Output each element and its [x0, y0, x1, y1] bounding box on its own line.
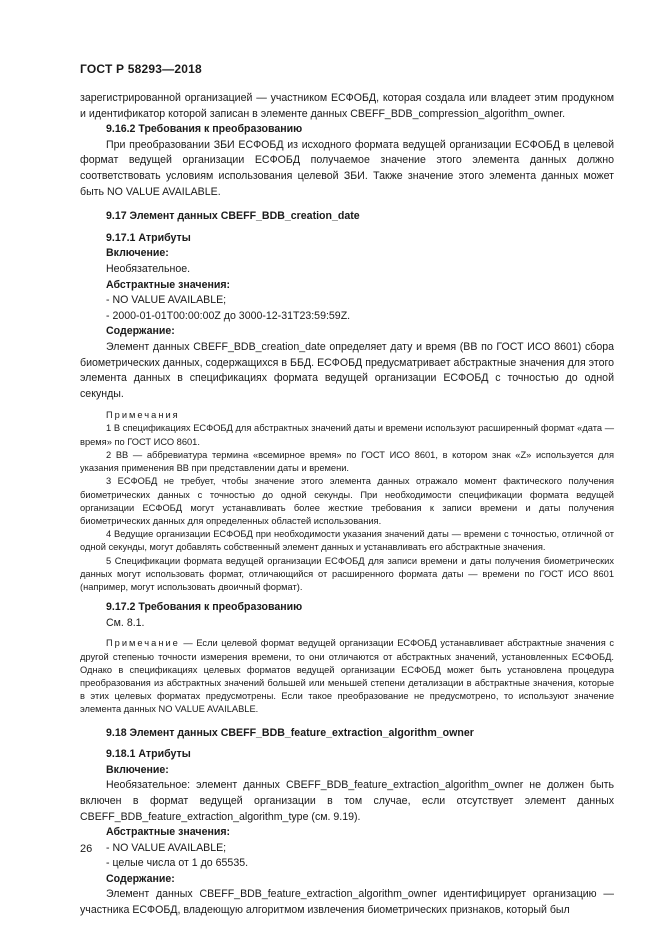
inclusion-value: Необязательное.: [106, 262, 191, 275]
note-item: 1 В спецификациях ЕСФОБД для абстрактных значений даты и времени используют расширенный формат «дата — время» по ГОСТ ИСО 8601.: [80, 423, 614, 447]
note-item: 3 ЕСФОБД не требует, чтобы значение этого элемента данных отражало момент фактического получения биометрических данных с точностью до одной секунды. При необходимости спецификации формата ведущей организации ЕСФОБД могут устанавливать более жесткие требования к записи времени и даты получения биометрических данных для определенных областей использования.: [80, 476, 614, 526]
note-label: Примечание: [106, 638, 180, 649]
content-label: Содержание:: [106, 325, 175, 338]
abstract-value-item: - целые числа от 1 до 65535.: [106, 857, 249, 870]
section-9-18-heading: 9.18 Элемент данных CBEFF_BDB_feature_extraction_algorithm_owner: [106, 726, 474, 739]
note-item: 5 Спецификации формата ведущей организации ЕСФОБД для записи времени и даты получения биометрических данных могут использовать формат, отличающийся от расширенного формата даты — времени по ГОСТ ИСО 8601 (например, могут использовать двоичный формат).: [80, 555, 614, 592]
content-label: Содержание:: [106, 872, 175, 885]
section-9-16-2-heading: 9.16.2 Требования к преобразованию: [106, 123, 303, 136]
abstract-value-item: - 2000-01-01T00:00:00Z до 3000-12-31T23:59:59Z.: [106, 309, 351, 322]
document-header: ГОСТ Р 58293—2018: [80, 62, 202, 76]
abstract-values-label: Абстрактные значения:: [106, 826, 231, 839]
content-text: Элемент данных CBEFF_BDB_feature_extraction_algorithm_owner идентифицирует организацию — участника ЕСФОБД, владеющую алгоритмом извлечения биометрических признаков, который был: [80, 888, 614, 917]
abstract-value-item: - NO VALUE AVAILABLE;: [106, 294, 227, 307]
inclusion-label: Включение:: [106, 247, 169, 260]
note-item: 4 Ведущие организации ЕСФОБД при необходимости указания значений даты — времени с точностью, отличной от одной секунды, могут добавлять собственный элемент данных и устанавливать его абстрактные значения.: [80, 529, 614, 553]
page-number: 26: [80, 843, 93, 855]
note-item: 2 ВВ — аббревиатура термина «всемирное время» по ГОСТ ИСО 8601, в котором знак «Z» используется для указания применения ВВ при представлении даты и времени.: [80, 449, 614, 474]
notes-label: Примечания: [106, 410, 180, 421]
inclusion-label: Включение:: [106, 763, 169, 776]
section-9-17-2-heading: 9.17.2 Требования к преобразованию: [106, 601, 303, 614]
inclusion-value: Необязательное: элемент данных CBEFF_BDB_feature_extraction_algorithm_owner не должен быть включен в формат ведущей организации в том случае, если отсутствует элемент данных CBEFF_BDB_feature_extraction_algorithm_type (см. 9.19).: [80, 779, 614, 823]
section-9-17-2-text: См. 8.1.: [106, 616, 145, 629]
section-9-16-2-text: При преобразовании ЗБИ ЕСФОБД из исходного формата ведущей организации ЕСФОБД в целевой формат ведущей организации ЕСФОБД получаемое значение этого элемента данных должно соответствовать условиям использования целевой ЗБИ. Также значение этого элемента данных может быть NO VALUE AVAILABLE.: [80, 138, 614, 198]
intro-paragraph: зарегистрированной организацией — участником ЕСФОБД, которая создала или владеет этим продукном и идентификатор которой записан в элементе данных CBEFF_BDB_compression_algorithm_owner.: [80, 92, 614, 120]
note-text: — Если целевой формат ведущей организации ЕСФОБД устанавливает абстрактные значения с другой степенью точности измерения времени, то они отличаются от абстрактных значений, установленных ЕСФОБД. Однако в спецификациях целевых форматов ведущей организации ЕСФОБД может быть установлена процедура преобразования из абстрактных значений большей или меньшей степени детализации в абстрактные значения, которые в этих целевых форматах предусмотрены. Если такое преобразование не предусмотрено, то используют значение элемента данных NO VALUE AVAILABLE.: [80, 638, 614, 715]
page-content: [80, 91, 614, 919]
section-9-17-1-heading: 9.17.1 Атрибуты: [106, 231, 191, 244]
section-9-17-heading: 9.17 Элемент данных CBEFF_BDB_creation_date: [106, 210, 360, 223]
abstract-value-item: - NO VALUE AVAILABLE;: [106, 841, 227, 854]
abstract-values-label: Абстрактные значения:: [106, 278, 231, 291]
note-paragraph: [80, 637, 614, 716]
section-9-18-1-heading: 9.18.1 Атрибуты: [106, 748, 191, 761]
content-text: Элемент данных CBEFF_BDB_creation_date определяет дату и время (ВВ по ГОСТ ИСО 8601) сбора биометрических данных, содержащихся в ББД. ЕСФОБД предусматривает абстрактные значения для этого элемента данных в спецификациях формата ведущей организации ЕСФОБД с точностью до одной секунды.: [80, 340, 614, 400]
